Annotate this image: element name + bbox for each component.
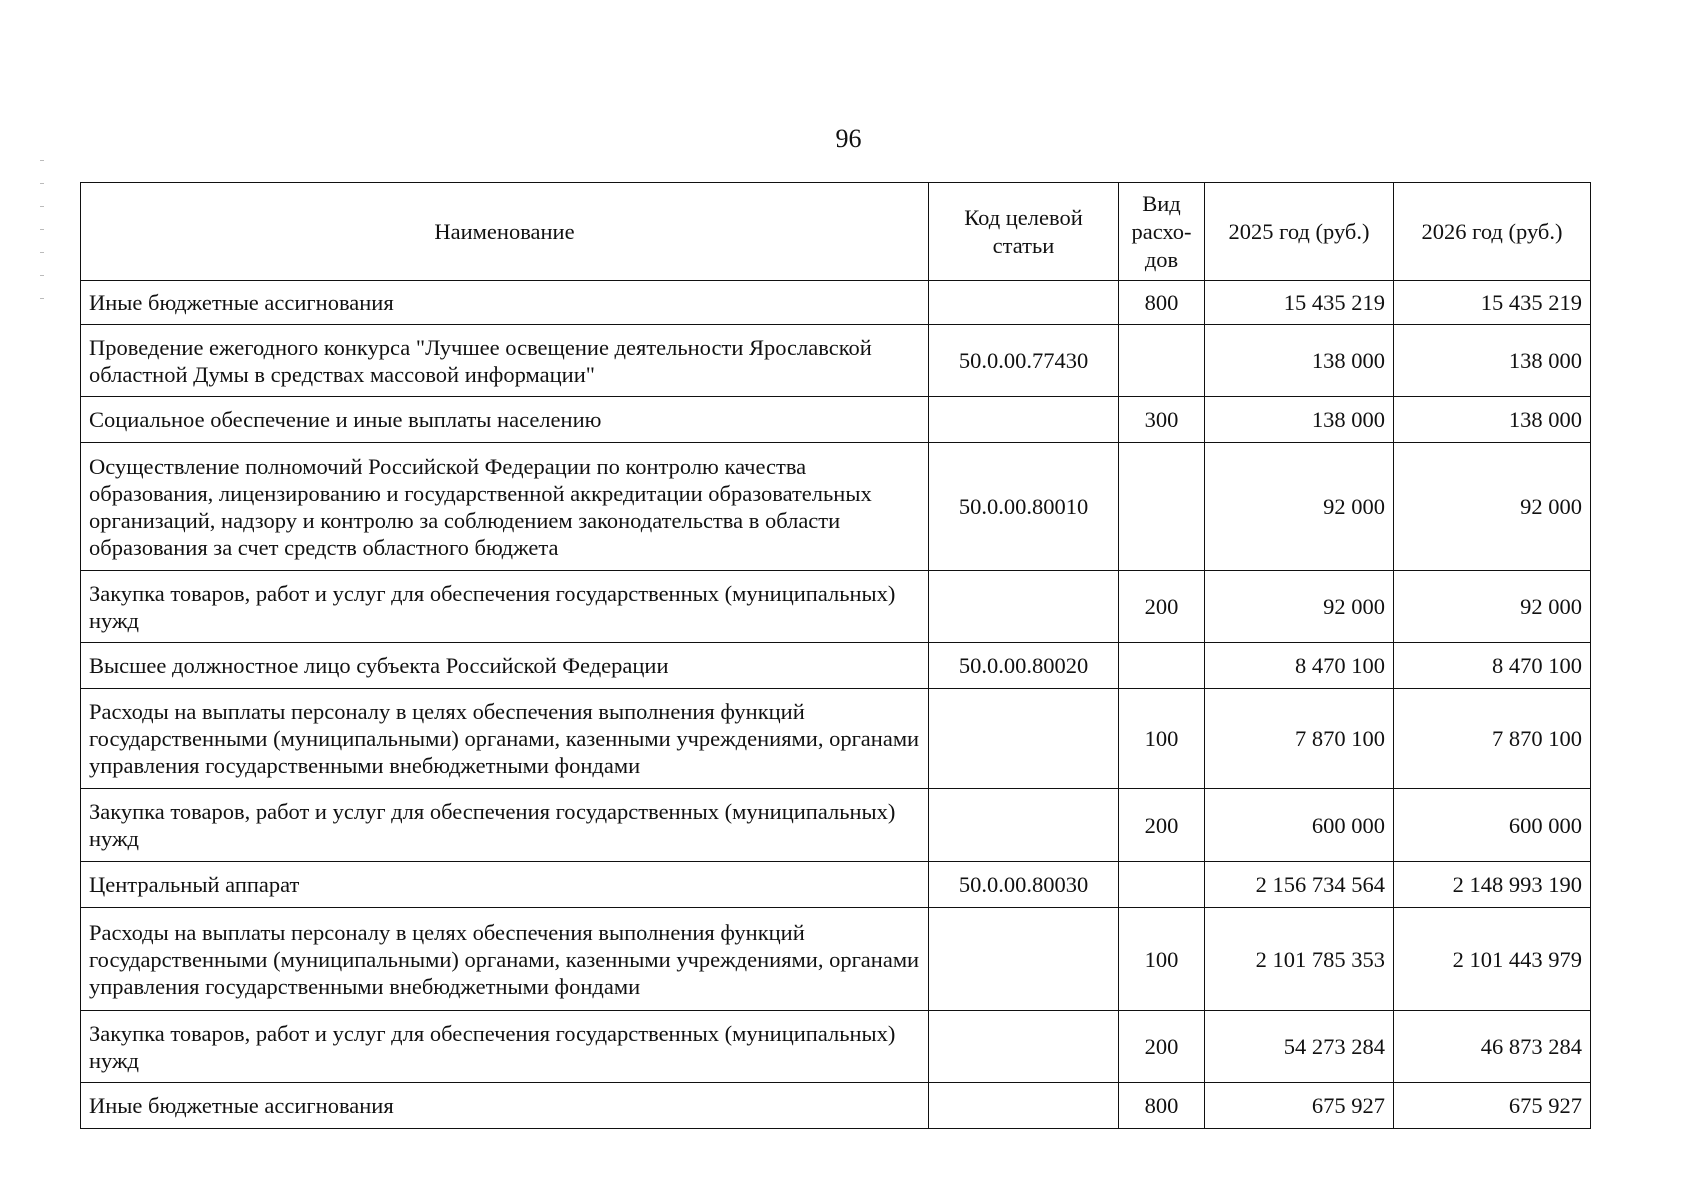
row-2025: 7 870 100 [1205,689,1394,789]
row-2025: 92 000 [1205,443,1394,571]
table-row [81,789,1591,862]
row-code [929,789,1119,862]
row-2026: 138 000 [1394,325,1591,397]
row-code [929,281,1119,325]
row-code: 50.0.00.80010 [929,443,1119,571]
row-type [1119,443,1205,571]
budget-table [80,182,1591,1129]
row-2025: 92 000 [1205,571,1394,643]
row-name: Проведение ежегодного конкурса "Лучшее освещение деятельности Ярославской областной Думы в средствах массовой информации" [81,325,929,397]
row-name: Иные бюджетные ассигнования [81,1083,929,1129]
row-2025: 2 156 734 564 [1205,862,1394,908]
row-type: 100 [1119,908,1205,1011]
row-type: 200 [1119,571,1205,643]
row-2026: 2 101 443 979 [1394,908,1591,1011]
row-type: 100 [1119,689,1205,789]
row-code: 50.0.00.77430 [929,325,1119,397]
row-name: Центральный аппарат [81,862,929,908]
row-2026: 675 927 [1394,1083,1591,1129]
row-code [929,908,1119,1011]
row-type: 800 [1119,281,1205,325]
row-2026: 2 148 993 190 [1394,862,1591,908]
table-row [81,1083,1591,1129]
header-2026: 2026 год (руб.) [1394,183,1591,281]
row-type [1119,862,1205,908]
row-2026: 92 000 [1394,443,1591,571]
row-name: Иные бюджетные ассигнования [81,281,929,325]
row-code [929,689,1119,789]
scan-margin-marks [40,160,60,400]
row-code [929,1011,1119,1083]
row-name: Расходы на выплаты персоналу в целях обеспечения выполнения функций государственными (муниципальными) органами, казенными учреждениями, органами управления государственными внебюджетными фондами [81,908,929,1011]
row-2025: 2 101 785 353 [1205,908,1394,1011]
row-2025: 138 000 [1205,397,1394,443]
row-name: Социальное обеспечение и иные выплаты населению [81,397,929,443]
row-code [929,397,1119,443]
row-2026: 138 000 [1394,397,1591,443]
table-row [81,443,1591,571]
row-2025: 675 927 [1205,1083,1394,1129]
row-type [1119,325,1205,397]
row-code: 50.0.00.80020 [929,643,1119,689]
row-name: Закупка товаров, работ и услуг для обеспечения государственных (муниципальных) нужд [81,1011,929,1083]
row-2025: 15 435 219 [1205,281,1394,325]
page-number: 96 [835,124,862,153]
row-2026: 7 870 100 [1394,689,1591,789]
row-2025: 600 000 [1205,789,1394,862]
row-code [929,571,1119,643]
header-2025: 2025 год (руб.) [1205,183,1394,281]
table-row [81,281,1591,325]
row-name: Закупка товаров, работ и услуг для обеспечения государственных (муниципальных) нужд [81,789,929,862]
table-row [81,325,1591,397]
row-type: 800 [1119,1083,1205,1129]
row-2025: 8 470 100 [1205,643,1394,689]
row-type [1119,643,1205,689]
row-name: Расходы на выплаты персоналу в целях обеспечения выполнения функций государственными (муниципальными) органами, казенными учреждениями, органами управления государственными внебюджетными фондами [81,689,929,789]
row-2026: 600 000 [1394,789,1591,862]
row-name: Осуществление полномочий Российской Федерации по контролю качества образования, лицензированию и государственной аккредитации образовательных организаций, надзору и контролю за соблюдением законодательства в области образования за счет средств областного бюджета [81,443,929,571]
table-row [81,571,1591,643]
row-2026: 46 873 284 [1394,1011,1591,1083]
row-code: 50.0.00.80030 [929,862,1119,908]
row-2026: 8 470 100 [1394,643,1591,689]
row-type: 200 [1119,789,1205,862]
table-row [81,908,1591,1011]
row-type: 300 [1119,397,1205,443]
header-type: Вид расхо-дов [1119,183,1205,281]
row-2026: 15 435 219 [1394,281,1591,325]
header-code: Код целевой статьи [929,183,1119,281]
row-2026: 92 000 [1394,571,1591,643]
table-row [81,689,1591,789]
table-row [81,397,1591,443]
table-row [81,1011,1591,1083]
row-name: Высшее должностное лицо субъекта Российской Федерации [81,643,929,689]
header-name: Наименование [81,183,929,281]
table-header-row [81,183,1591,281]
row-code [929,1083,1119,1129]
table-row [81,643,1591,689]
row-2025: 54 273 284 [1205,1011,1394,1083]
row-type: 200 [1119,1011,1205,1083]
row-2025: 138 000 [1205,325,1394,397]
row-name: Закупка товаров, работ и услуг для обеспечения государственных (муниципальных) нужд [81,571,929,643]
table-row [81,862,1591,908]
